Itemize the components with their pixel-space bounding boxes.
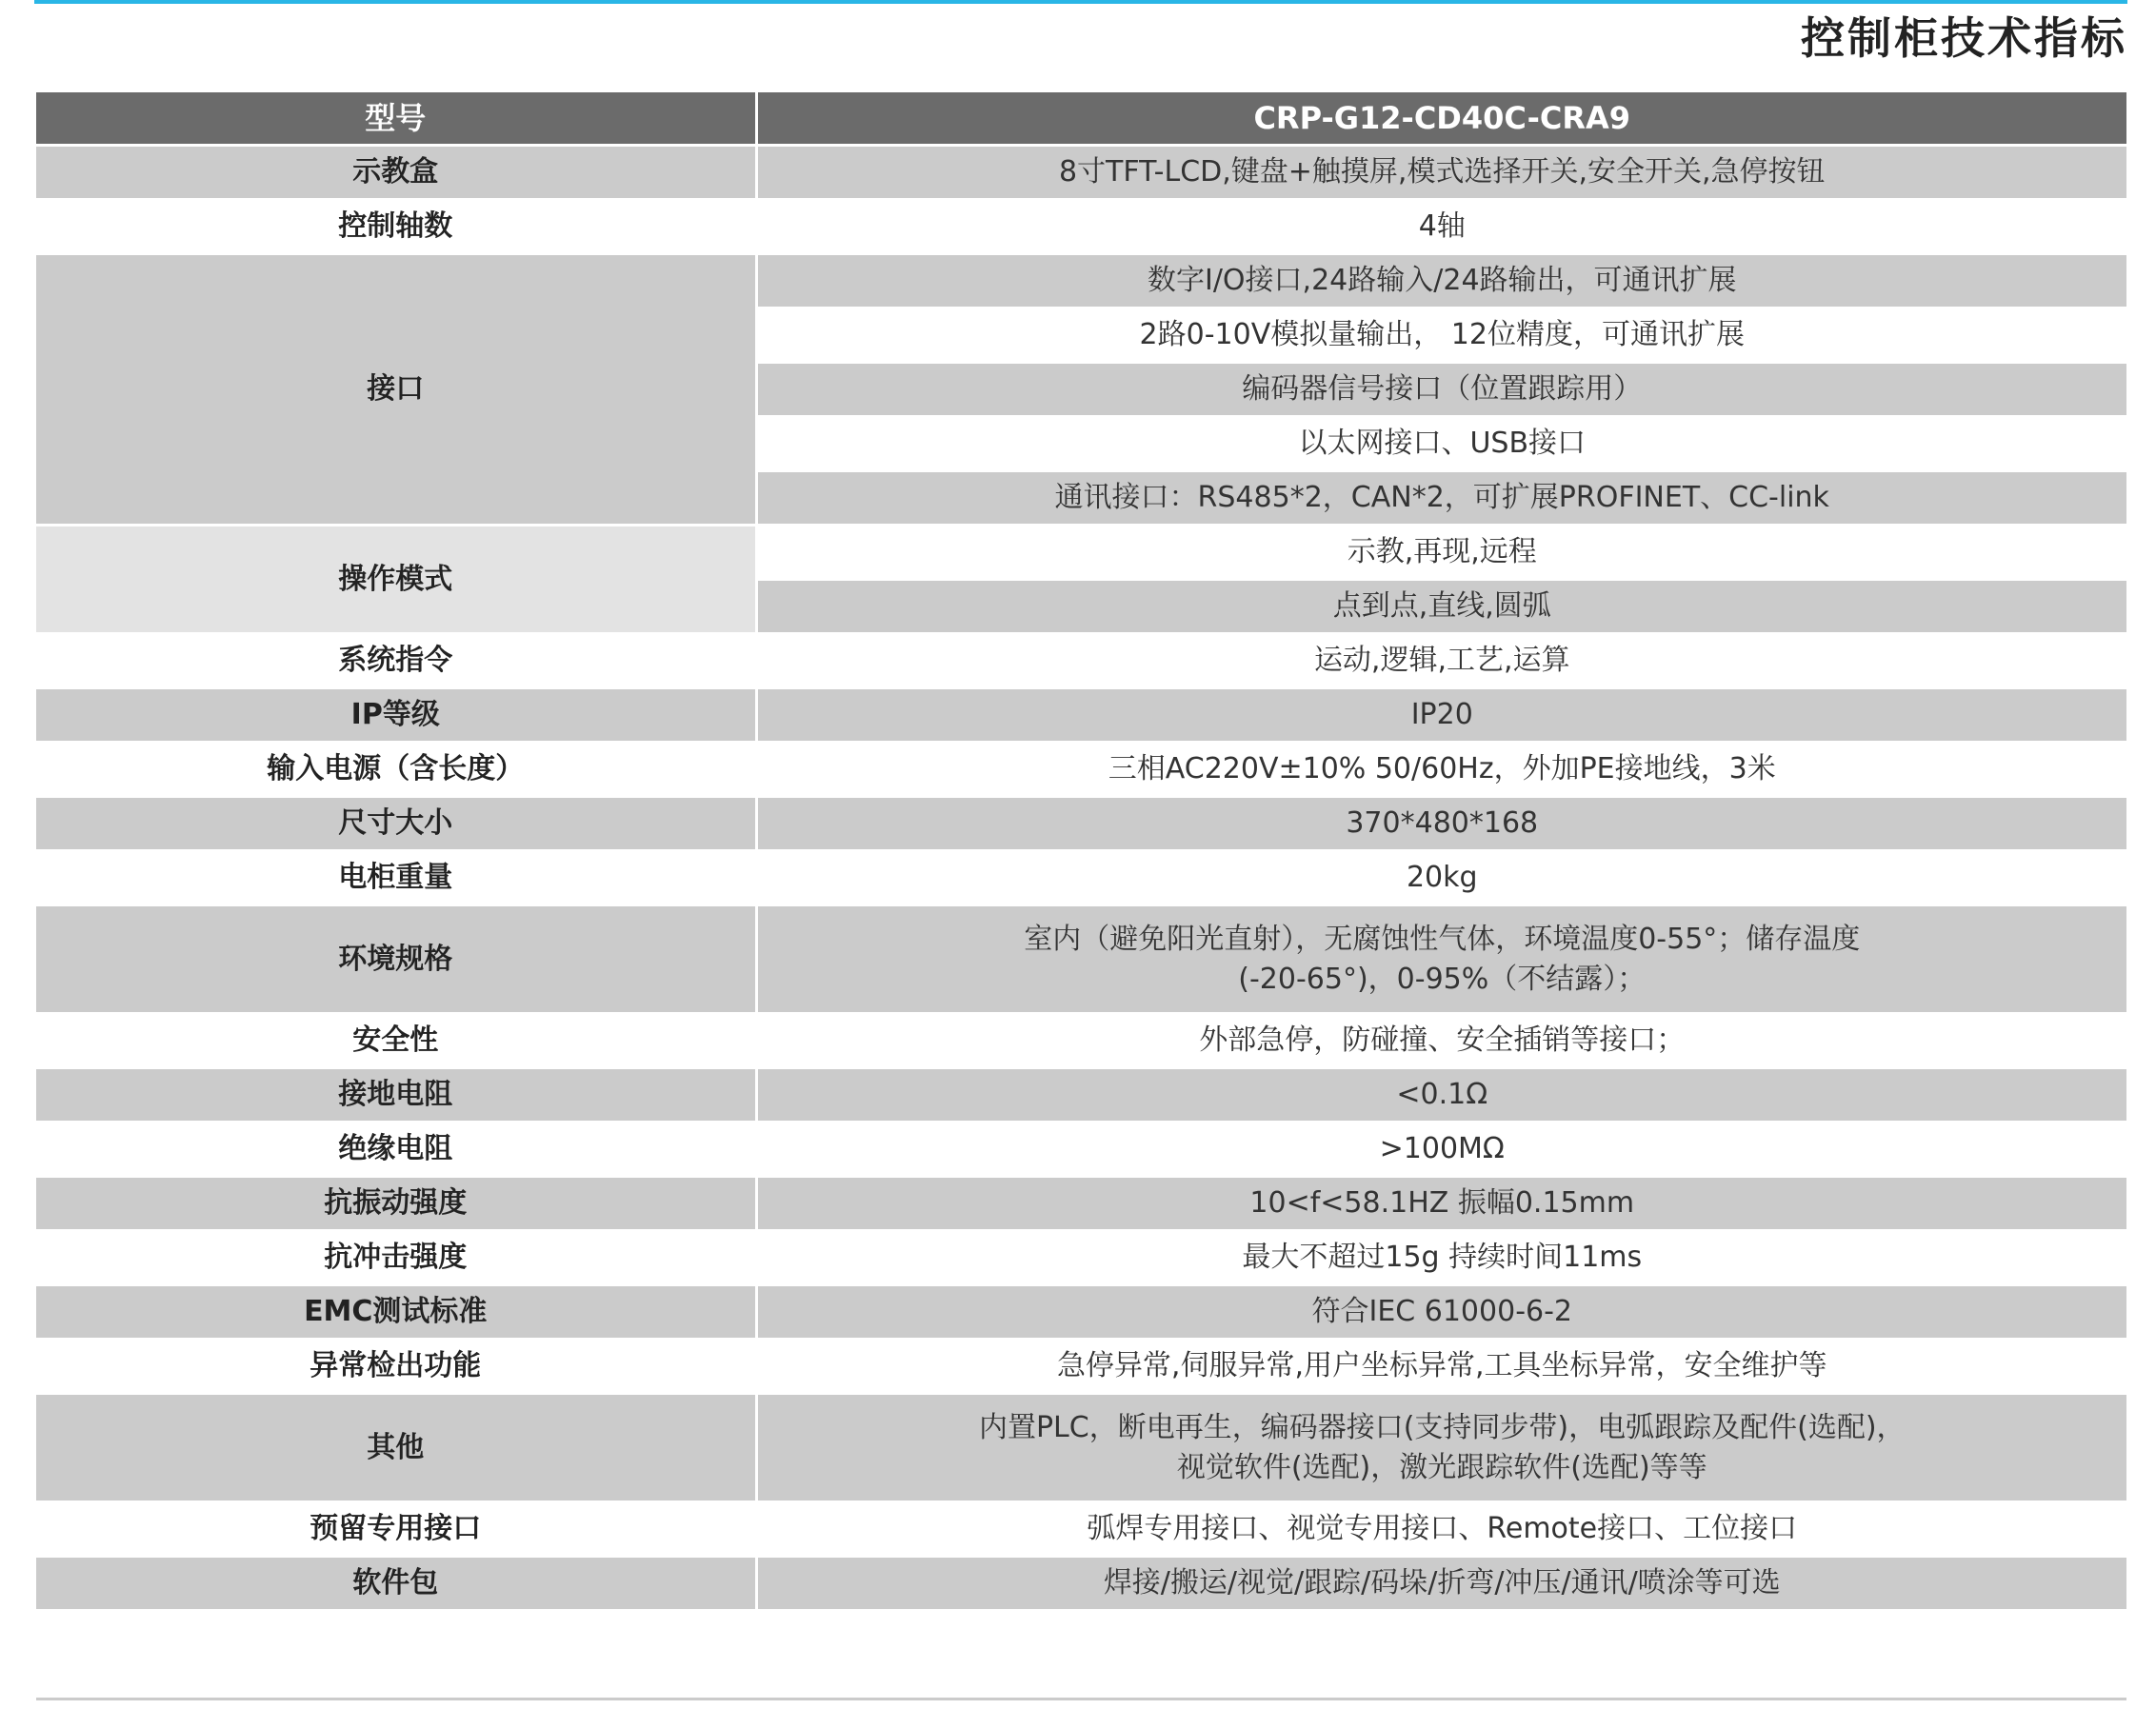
table-header-row [36,92,2126,146]
row-value: 2路0-10V模拟量输出， 12位精度，可通讯扩展 [756,308,2126,363]
bottom-divider [36,1698,2126,1700]
row-label: 电柜重量 [36,851,756,905]
top-accent-line [34,0,2127,4]
row-label: 抗振动强度 [36,1177,756,1231]
row-label: 抗冲击强度 [36,1231,756,1285]
table-row [36,1502,2126,1557]
row-value: 数字I/O接口,24路输入/24路输出，可通讯扩展 [756,254,2126,308]
row-value: 三相AC220V±10% 50/60Hz，外加PE接地线，3米 [756,743,2126,797]
row-value: 急停异常,伺服异常,用户坐标异常,工具坐标异常，安全维护等 [756,1340,2126,1394]
header-label: 型号 [36,92,756,146]
row-value: 10<f<58.1HZ 振幅0.15mm [756,1177,2126,1231]
row-value: 点到点,直线,圆弧 [756,580,2126,634]
row-label: 环境规格 [36,905,756,1014]
row-value: >100MΩ [756,1123,2126,1177]
table-row [36,526,2126,580]
row-value: 弧焊专用接口、视觉专用接口、Remote接口、工位接口 [756,1502,2126,1557]
row-value: 最大不超过15g 持续时间11ms [756,1231,2126,1285]
row-value: 370*480*168 [756,797,2126,851]
row-value [756,1394,2126,1502]
page-title: 控制柜技术指标 [1801,12,2127,64]
header-value: CRP-G12-CD40C-CRA9 [756,92,2126,146]
row-value: IP20 [756,688,2126,743]
row-value: 示教,再现,远程 [756,526,2126,580]
table-row [36,905,2126,1014]
table-row [36,851,2126,905]
row-value: 8寸TFT-LCD,键盘+触摸屏,模式选择开关,安全开关,急停按钮 [756,146,2126,200]
table-row [36,1231,2126,1285]
row-label: 异常检出功能 [36,1340,756,1394]
table-row [36,1068,2126,1123]
row-value: 运动,逻辑,工艺,运算 [756,634,2126,688]
table-row [36,688,2126,743]
table-row [36,1177,2126,1231]
row-label: 安全性 [36,1014,756,1068]
row-value: 外部急停，防碰撞、安全插销等接口； [756,1014,2126,1068]
table-row [36,1014,2126,1068]
row-value-line: (-20-65°)，0-95%（不结露）； [1238,962,1647,996]
row-value [756,905,2126,1014]
row-label: 操作模式 [36,526,756,634]
table-row [36,146,2126,200]
row-label: 示教盒 [36,146,756,200]
row-value-line: 室内（避免阳光直射），无腐蚀性气体，环境温度0-55°；储存温度 [1024,922,1861,956]
row-value: 通讯接口：RS485*2，CAN*2，可扩展PROFINET、CC-link [756,471,2126,526]
table-row [36,797,2126,851]
row-label: 接口 [36,254,756,526]
table-row [36,200,2126,254]
row-value: 20kg [756,851,2126,905]
row-label: 系统指令 [36,634,756,688]
row-label: 接地电阻 [36,1068,756,1123]
row-label: 输入电源（含长度） [36,743,756,797]
row-label: EMC测试标准 [36,1285,756,1340]
table-row [36,634,2126,688]
table-row [36,1285,2126,1340]
row-label: 软件包 [36,1557,756,1611]
table-row [36,1394,2126,1502]
table-row [36,1340,2126,1394]
row-label: 预留专用接口 [36,1502,756,1557]
table-row [36,1557,2126,1611]
row-value-line: 内置PLC，断电再生，编码器接口(支持同步带)，电弧跟踪及配件(选配)， [978,1410,1906,1444]
spec-table [36,92,2126,1612]
row-label: 尺寸大小 [36,797,756,851]
row-label: 控制轴数 [36,200,756,254]
row-label: 绝缘电阻 [36,1123,756,1177]
row-value: <0.1Ω [756,1068,2126,1123]
row-label: IP等级 [36,688,756,743]
row-value: 4轴 [756,200,2126,254]
table-row [36,254,2126,308]
row-label: 其他 [36,1394,756,1502]
row-value-line: 视觉软件(选配)，激光跟踪软件(选配)等等 [1176,1450,1707,1484]
row-value: 焊接/搬运/视觉/跟踪/码垛/折弯/冲压/通讯/喷涂等可选 [756,1557,2126,1611]
row-value: 符合IEC 61000-6-2 [756,1285,2126,1340]
table-row [36,1123,2126,1177]
table-row [36,743,2126,797]
row-value: 以太网接口、USB接口 [756,417,2126,471]
row-value: 编码器信号接口（位置跟踪用） [756,363,2126,417]
